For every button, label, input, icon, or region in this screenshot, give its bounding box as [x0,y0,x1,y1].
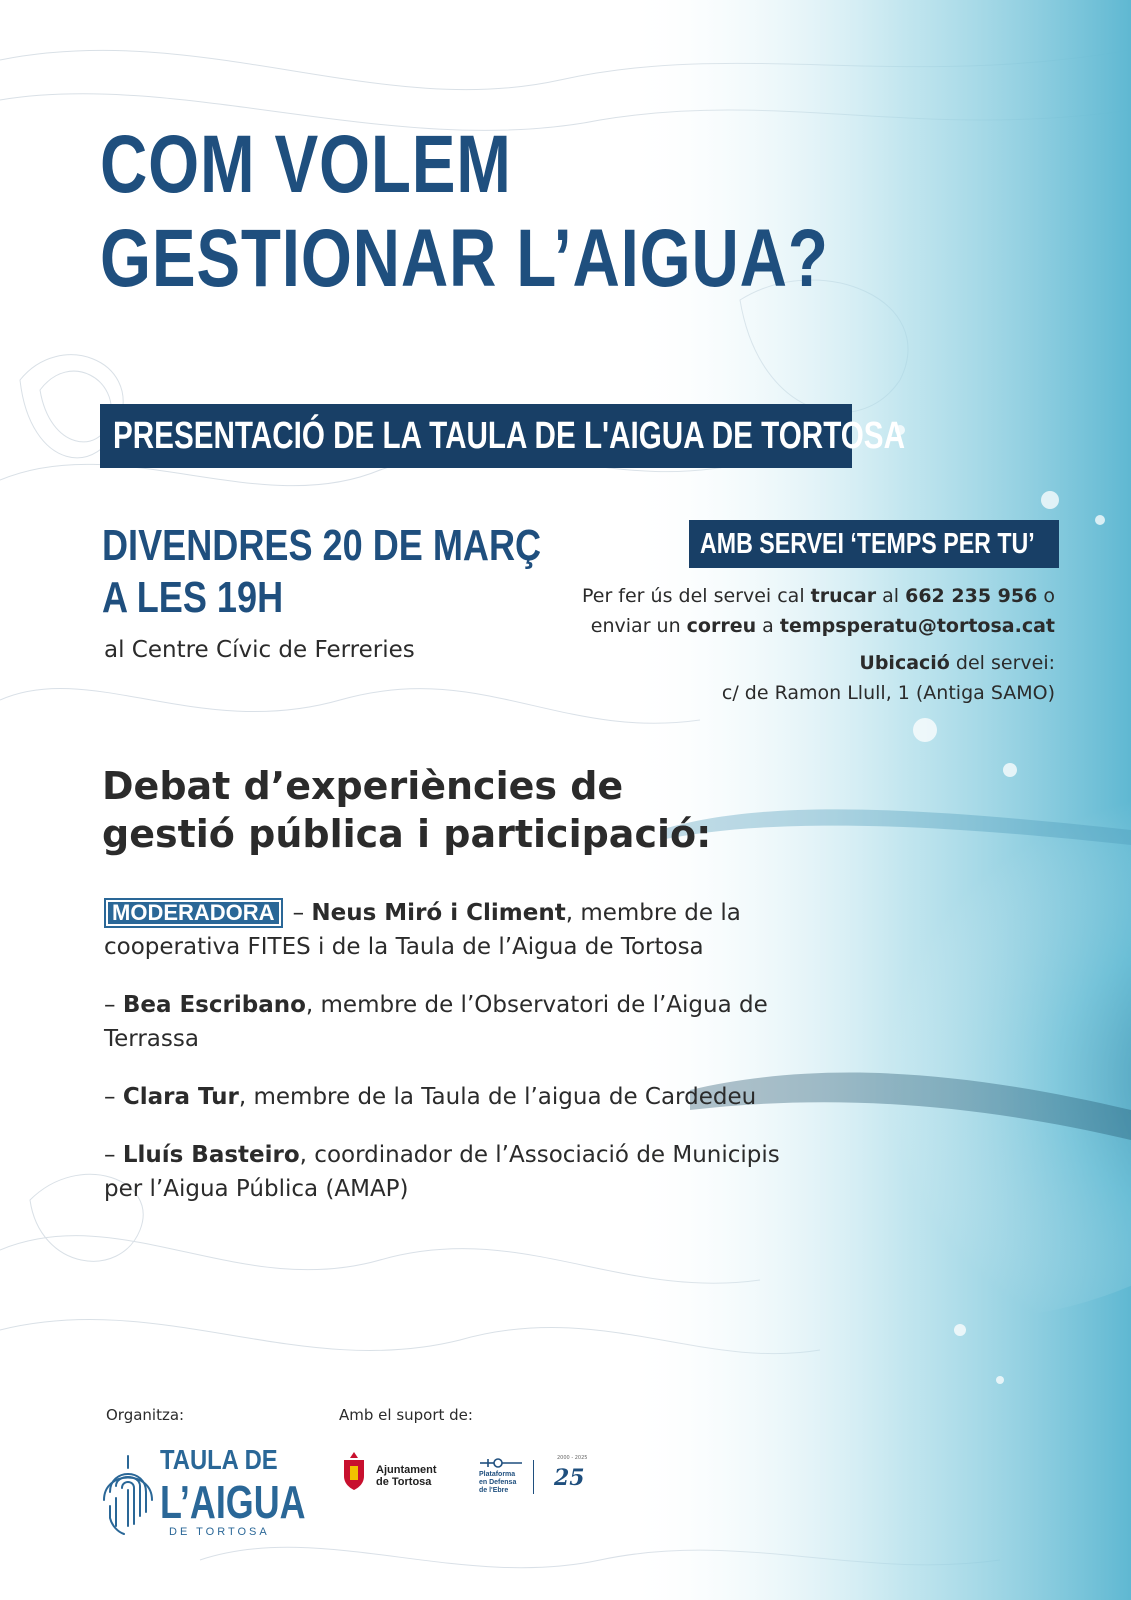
service-phone[interactable]: 662 235 956 [905,585,1038,607]
speaker-item [104,896,784,964]
logo-divider [533,1460,534,1494]
organizer-label: Organitza: [106,1406,185,1424]
speaker-item [104,1138,784,1206]
speaker-name: Neus Miró i Climent [311,900,566,926]
speaker-desc: , membre de la Taula de l’aigua de Cardedeu [238,1084,757,1110]
support-label: Amb el suport de: [339,1406,473,1424]
taula-logo-line-1: TAULA DE [160,1444,278,1475]
speaker-desc: , membre de la cooperativa FITES i de la Taula de l’Aigua de Tortosa [104,900,741,960]
service-location [535,648,1055,708]
speaker-list [104,896,784,1230]
service-bold-call: trucar [810,585,877,607]
taula-logo-line-3: DE TORTOSA [169,1526,270,1538]
ajuntament-name [376,1464,437,1488]
service-text: enviar un [590,615,687,637]
speaker-name: Bea Escribano [122,992,306,1018]
anniversary-25-logo [548,1462,604,1490]
service-text: al [876,585,906,607]
ajuntament-line-2: de Tortosa [376,1476,432,1488]
plataforma-line-1: Plataforma [479,1471,516,1478]
service-text: a [756,615,780,637]
service-address: c/ de Ramon Llull, 1 (Antiga SAMO) [721,682,1055,704]
debate-line-2: gestió pública i participació: [102,812,712,856]
speaker-name: Clara Tur [122,1084,239,1110]
speaker-desc: , coordinador de l’Associació de Municipis per l’Aigua Pública (AMAP) [104,1142,780,1202]
speaker-dash: – [104,1084,123,1110]
service-location-label [535,648,1055,678]
speaker-item [104,1080,784,1114]
plataforma-line-3: de l'Ebre [479,1487,509,1494]
service-text: o [1037,585,1055,607]
title-line-2: GESTIONAR L’AIGUA? [100,213,829,304]
service-location-rest: del servei: [949,652,1055,674]
service-title: AMB SERVEI ‘TEMPS PER TU’ [700,528,1035,560]
speaker-name: Lluís Basteiro [122,1142,300,1168]
speaker-dash: – [104,992,123,1018]
speaker-dash: – [104,1142,123,1168]
subtitle: PRESENTACIÓ DE LA TAULA DE L'AIGUA DE TORTOSA [113,415,905,457]
event-date: DIVENDRES 20 DE MARÇ [102,521,542,570]
service-text: Per fer ús del servei cal [581,585,811,607]
poster-title [100,118,829,306]
service-line-2 [535,611,1055,641]
svg-text:25: 25 [554,1465,585,1490]
service-info [535,581,1055,641]
anniversary-years: 2000 - 2025 [557,1455,588,1461]
service-line-1 [535,581,1055,611]
debate-line-1: Debat d’experiències de [102,764,624,808]
speaker-item [104,988,784,1056]
taula-logo-line-2: L’AIGUA [160,1476,306,1528]
plataforma-name [479,1471,516,1495]
ajuntament-line-1: Ajuntament [376,1464,437,1476]
plataforma-knot-icon [478,1456,524,1470]
event-time: A LES 19H [102,573,284,622]
event-datetime [102,520,541,624]
speaker-desc: , membre de l’Observatori de l’Aigua de Terrassa [104,992,768,1052]
title-line-1: COM VOLEM [100,119,512,210]
moderator-badge: MODERADORA [104,898,283,928]
plataforma-line-2: en Defensa [479,1479,517,1486]
service-bold-mail: correu [686,615,757,637]
debate-heading [102,762,711,858]
ajuntament-shield-icon [340,1450,368,1492]
speaker-dash: – [292,900,312,926]
service-location-bold: Ubicació [859,652,950,674]
service-email[interactable]: tempsperatu@tortosa.cat [779,615,1055,637]
event-place: al Centre Cívic de Ferreries [104,637,415,663]
